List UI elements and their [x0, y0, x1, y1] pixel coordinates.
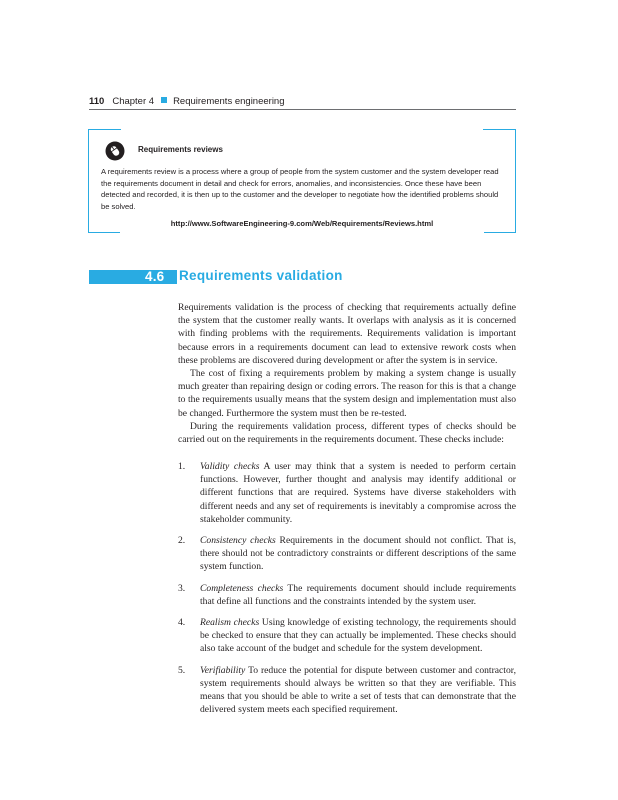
check-text: To reduce the potential for dispute between customer and contractor, system requirements should always be written so that they are verifiable. This means that you should be able to write a set of tests that can demonstrate that the delivered system meets each specified requirement.	[200, 664, 516, 716]
section-body	[178, 301, 516, 446]
paragraph: The cost of fixing a requirements problem by making a system change is usually much greater than repairing design or coding errors. The reason for this is that a change to the requirements usually means that the system design and implementation must also be changed. Furthermore the system must then be re-tested.	[178, 368, 516, 419]
check-text: Requirements in the document should not conflict. That is, there should not be contradictory constraints or different descriptions of the same system function.	[200, 535, 516, 573]
paragraph: During the requirements validation process, different types of checks should be carried out on the requirements in the requirements document. These checks include:	[178, 420, 516, 446]
list-item	[178, 664, 516, 717]
list-number: 2.	[178, 535, 186, 547]
web-box-url[interactable]: http://www.SoftwareEngineering-9.com/Web/Requirements/Reviews.html	[170, 219, 434, 228]
check-term: Completeness checks	[200, 582, 284, 594]
web-box-title: Requirements reviews	[138, 145, 223, 154]
running-header	[89, 96, 285, 107]
list-number: 5.	[178, 664, 186, 676]
mouse-icon	[105, 141, 125, 161]
chapter-title: Requirements engineering	[173, 96, 285, 107]
check-term: Verifiability	[200, 664, 246, 676]
chapter-label: Chapter 4	[112, 96, 155, 107]
check-term: Realism checks	[200, 617, 260, 629]
section-title: Requirements validation	[179, 268, 343, 283]
list-number: 3.	[178, 582, 186, 594]
header-rule	[89, 109, 516, 110]
web-box-body: A requirements review is a process where a group of people from the system customer and the system developer read the requirements document in detail and check for errors, anomalies, and inconsistencies. Once these have been detected and recorded, it is then up to the customer and the developer to negotiate how the identified problems should be solved.	[101, 167, 499, 211]
list-number: 1.	[178, 461, 186, 472]
list-item	[178, 582, 516, 608]
check-term: Validity checks	[200, 461, 260, 472]
list-item	[178, 534, 516, 574]
list-item	[178, 616, 516, 656]
checks-list	[178, 460, 516, 716]
list-item	[178, 460, 516, 526]
web-box	[88, 129, 516, 232]
check-text: Using knowledge of existing technology, the requirements should be checked to ensure that they can actually be implemented. These checks should also take account of the budget and schedule for the system development.	[200, 617, 517, 655]
paragraph: Requirements validation is the process of checking that requirements actually define the system that the customer really wants. It overlaps with analysis as it is concerned with finding problems with the requirements. Requirements validation is important because errors in a requirements document can lead to extensive rework costs when these problems are discovered during development or after the system is in service.	[178, 302, 516, 366]
square-bullet-icon	[161, 97, 167, 103]
check-term: Consistency checks	[200, 535, 276, 547]
check-text: The requirements document should include requirements that define all functions and the constraints intended by the system user.	[200, 582, 516, 607]
section-number: 4.6	[145, 269, 165, 284]
check-text: A user may think that a system is needed to perform certain functions. However, further thought and analysis may identify additional or different functions that are required. Systems have diverse stakeholders with different needs and any set of requirements is inevitably a compromise across the stakeholder community.	[200, 461, 516, 525]
page-number: 110	[89, 96, 105, 107]
list-number: 4.	[178, 617, 186, 629]
